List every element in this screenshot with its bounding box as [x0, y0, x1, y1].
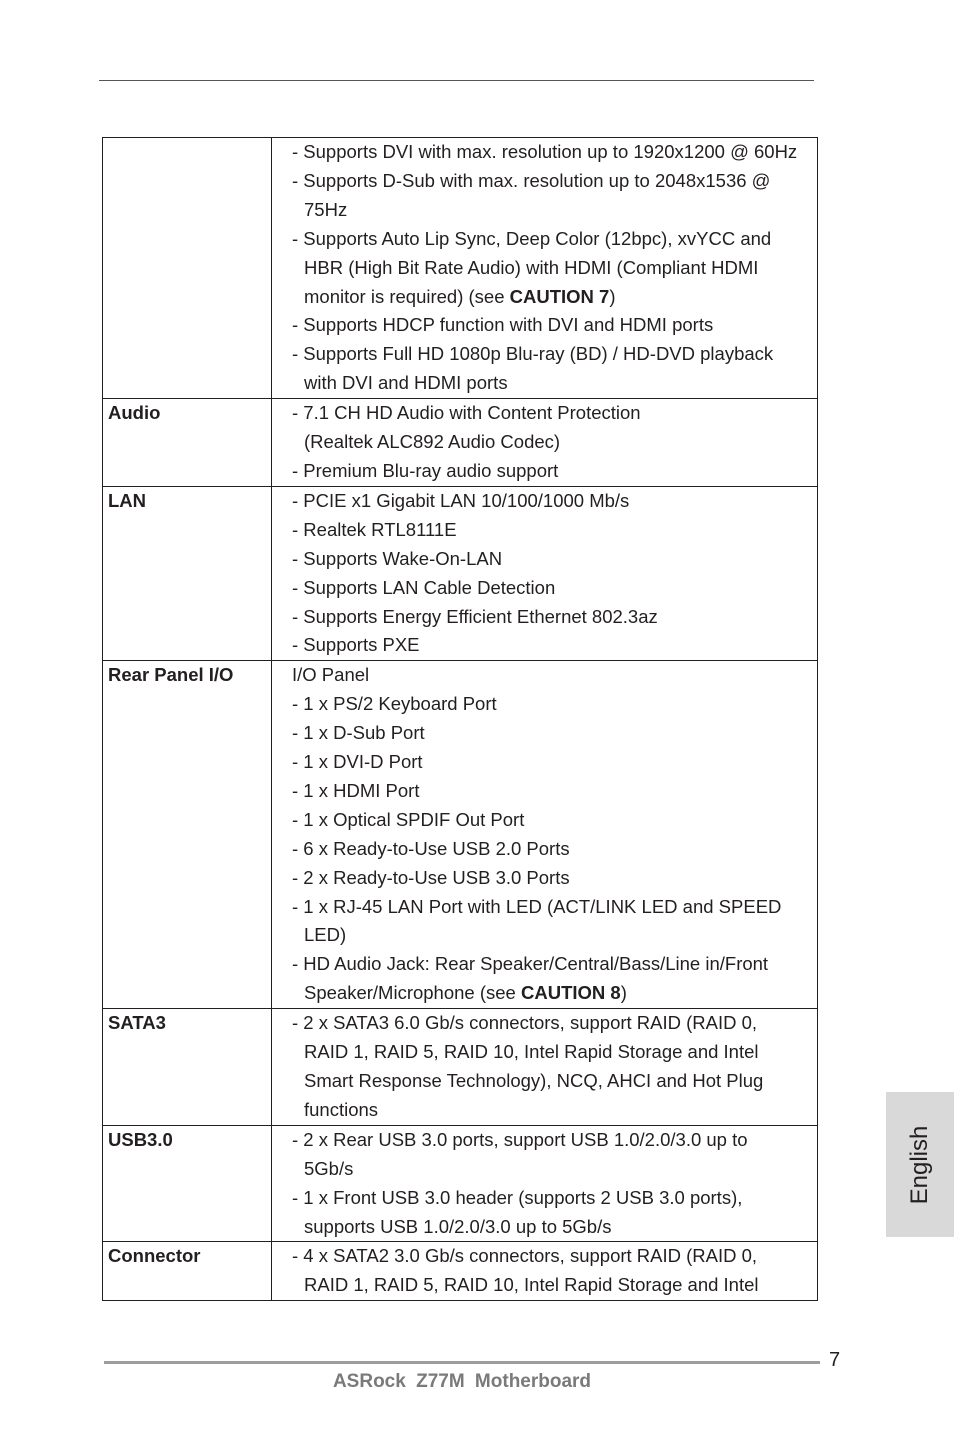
item-line: - 4 x SATA2 3.0 Gb/s connectors, support RAID (RAID 0,	[292, 1245, 758, 1267]
page-number: 7	[829, 1349, 841, 1371]
list-item	[292, 631, 815, 660]
item-line: - Supports HDCP function with DVI and HDMI ports	[292, 314, 714, 336]
list-item	[292, 603, 815, 632]
header-rule	[99, 80, 814, 81]
row-items	[272, 661, 818, 1009]
item-line-text: monitor is required) (see	[304, 285, 510, 307]
item-line: - HD Audio Jack: Rear Speaker/Central/Bass/Line in/Front	[292, 953, 769, 975]
item-line: I/O Panel	[292, 664, 370, 686]
item-line: - Supports Energy Efficient Ethernet 802.3az	[292, 605, 658, 627]
list-item	[292, 311, 815, 340]
list-item	[292, 545, 815, 574]
list-item	[292, 777, 815, 806]
list-item	[292, 806, 815, 835]
item-line: - 1 x Optical SPDIF Out Port	[292, 808, 525, 830]
list-item	[292, 399, 815, 457]
list-item	[292, 167, 815, 225]
item-line: - 6 x Ready-to-Use USB 2.0 Ports	[292, 837, 570, 859]
table-row	[103, 486, 818, 660]
item-line: - Supports D-Sub with max. resolution up to 2048x1536 @	[292, 169, 771, 191]
item-line: - 1 x DVI-D Port	[292, 751, 423, 773]
list-item	[292, 457, 815, 486]
language-tab-label: English	[906, 1125, 933, 1204]
item-line	[304, 283, 815, 312]
caution-8-reference: CAUTION 8	[520, 982, 621, 1004]
item-line-text: Speaker/Microphone (see	[304, 982, 521, 1004]
row-items	[272, 486, 818, 660]
item-line	[304, 979, 815, 1008]
item-line: - Supports DVI with max. resolution up to 1920x1200 @ 60Hz	[292, 141, 798, 162]
item-line: LED)	[304, 924, 347, 946]
caution-7-reference: CAUTION 7	[509, 285, 610, 307]
item-line: - Supports LAN Cable Detection	[292, 576, 556, 598]
item-line: - 2 x SATA3 6.0 Gb/s connectors, support RAID (RAID 0,	[292, 1012, 758, 1034]
item-line: - Supports Full HD 1080p Blu-ray (BD) / HD-DVD playback	[292, 343, 774, 365]
item-line: supports USB 1.0/2.0/3.0 up to 5Gb/s	[304, 1215, 612, 1237]
list-item	[292, 225, 815, 312]
list-item	[292, 864, 815, 893]
list-item	[292, 1126, 815, 1184]
item-line: Smart Response Technology), NCQ, AHCI and Hot Plug	[304, 1070, 764, 1091]
list-item	[292, 690, 815, 719]
list-item	[292, 661, 815, 690]
list-item	[292, 574, 815, 603]
item-line: - PCIE x1 Gigabit LAN 10/100/1000 Mb/s	[292, 489, 630, 511]
list-item	[292, 893, 815, 951]
close-paren: )	[609, 285, 616, 307]
spec-table-body	[103, 138, 818, 1301]
table-row	[103, 1242, 818, 1301]
item-line: - Realtek RTL8111E	[292, 518, 457, 540]
item-line: - 1 x PS/2 Keyboard Port	[292, 693, 497, 715]
table-row	[103, 661, 818, 1009]
row-items	[272, 1009, 818, 1126]
row-label: LAN	[103, 486, 272, 660]
list-item	[292, 719, 815, 748]
footer-title: ASRock Z77M Motherboard	[332, 1371, 592, 1392]
table-row	[103, 1009, 818, 1126]
table-row	[103, 399, 818, 487]
row-label: Audio	[103, 399, 272, 487]
item-line: with DVI and HDMI ports	[304, 372, 508, 394]
list-item	[292, 138, 815, 167]
row-label	[103, 138, 272, 399]
item-line: - Supports Auto Lip Sync, Deep Color (12bpc), xvYCC and	[292, 227, 772, 249]
list-item	[292, 835, 815, 864]
table-row	[103, 138, 818, 399]
item-line: - Premium Blu-ray audio support	[292, 459, 559, 481]
item-line: 5Gb/s	[304, 1157, 354, 1179]
list-item	[292, 487, 815, 516]
item-line: 75Hz	[304, 198, 348, 220]
row-label: SATA3	[103, 1009, 272, 1126]
item-line: - 7.1 CH HD Audio with Content Protection	[292, 402, 641, 424]
item-line: RAID 1, RAID 5, RAID 10, Intel Rapid Storage and Intel	[304, 1041, 759, 1063]
row-label: USB3.0	[103, 1125, 272, 1242]
item-line: - Supports Wake-On-LAN	[292, 547, 503, 569]
list-item	[292, 516, 815, 545]
item-line: - 2 x Rear USB 3.0 ports, support USB 1.0/2.0/3.0 up to	[292, 1128, 748, 1150]
item-line: - Supports PXE	[292, 634, 420, 656]
item-line: RAID 1, RAID 5, RAID 10, Intel Rapid Storage and Intel	[304, 1274, 759, 1296]
item-line: - 1 x D-Sub Port	[292, 722, 425, 744]
item-line: - 1 x RJ-45 LAN Port with LED (ACT/LINK LED and SPEED	[292, 895, 782, 917]
item-line: (Realtek ALC892 Audio Codec)	[304, 431, 561, 453]
list-item	[292, 1242, 815, 1300]
row-items	[272, 1242, 818, 1301]
language-tab	[886, 1092, 954, 1237]
row-items	[272, 1125, 818, 1242]
list-item	[292, 1184, 815, 1242]
row-items	[272, 399, 818, 487]
item-line: - 2 x Ready-to-Use USB 3.0 Ports	[292, 866, 570, 888]
row-label: Rear Panel I/O	[103, 661, 272, 1009]
list-item	[292, 1009, 815, 1125]
table-row	[103, 1125, 818, 1242]
item-line: - 1 x HDMI Port	[292, 779, 420, 801]
row-label: Connector	[103, 1242, 272, 1301]
item-line: functions	[304, 1098, 379, 1120]
item-line: - 1 x Front USB 3.0 header (supports 2 USB 3.0 ports),	[292, 1186, 743, 1208]
close-paren: )	[620, 982, 627, 1004]
spec-table	[102, 137, 818, 1301]
row-items	[272, 138, 818, 399]
list-item	[292, 340, 815, 398]
item-line: HBR (High Bit Rate Audio) with HDMI (Compliant HDMI	[304, 256, 759, 278]
list-item	[292, 950, 815, 1008]
footer-rule	[104, 1361, 820, 1364]
list-item	[292, 748, 815, 777]
